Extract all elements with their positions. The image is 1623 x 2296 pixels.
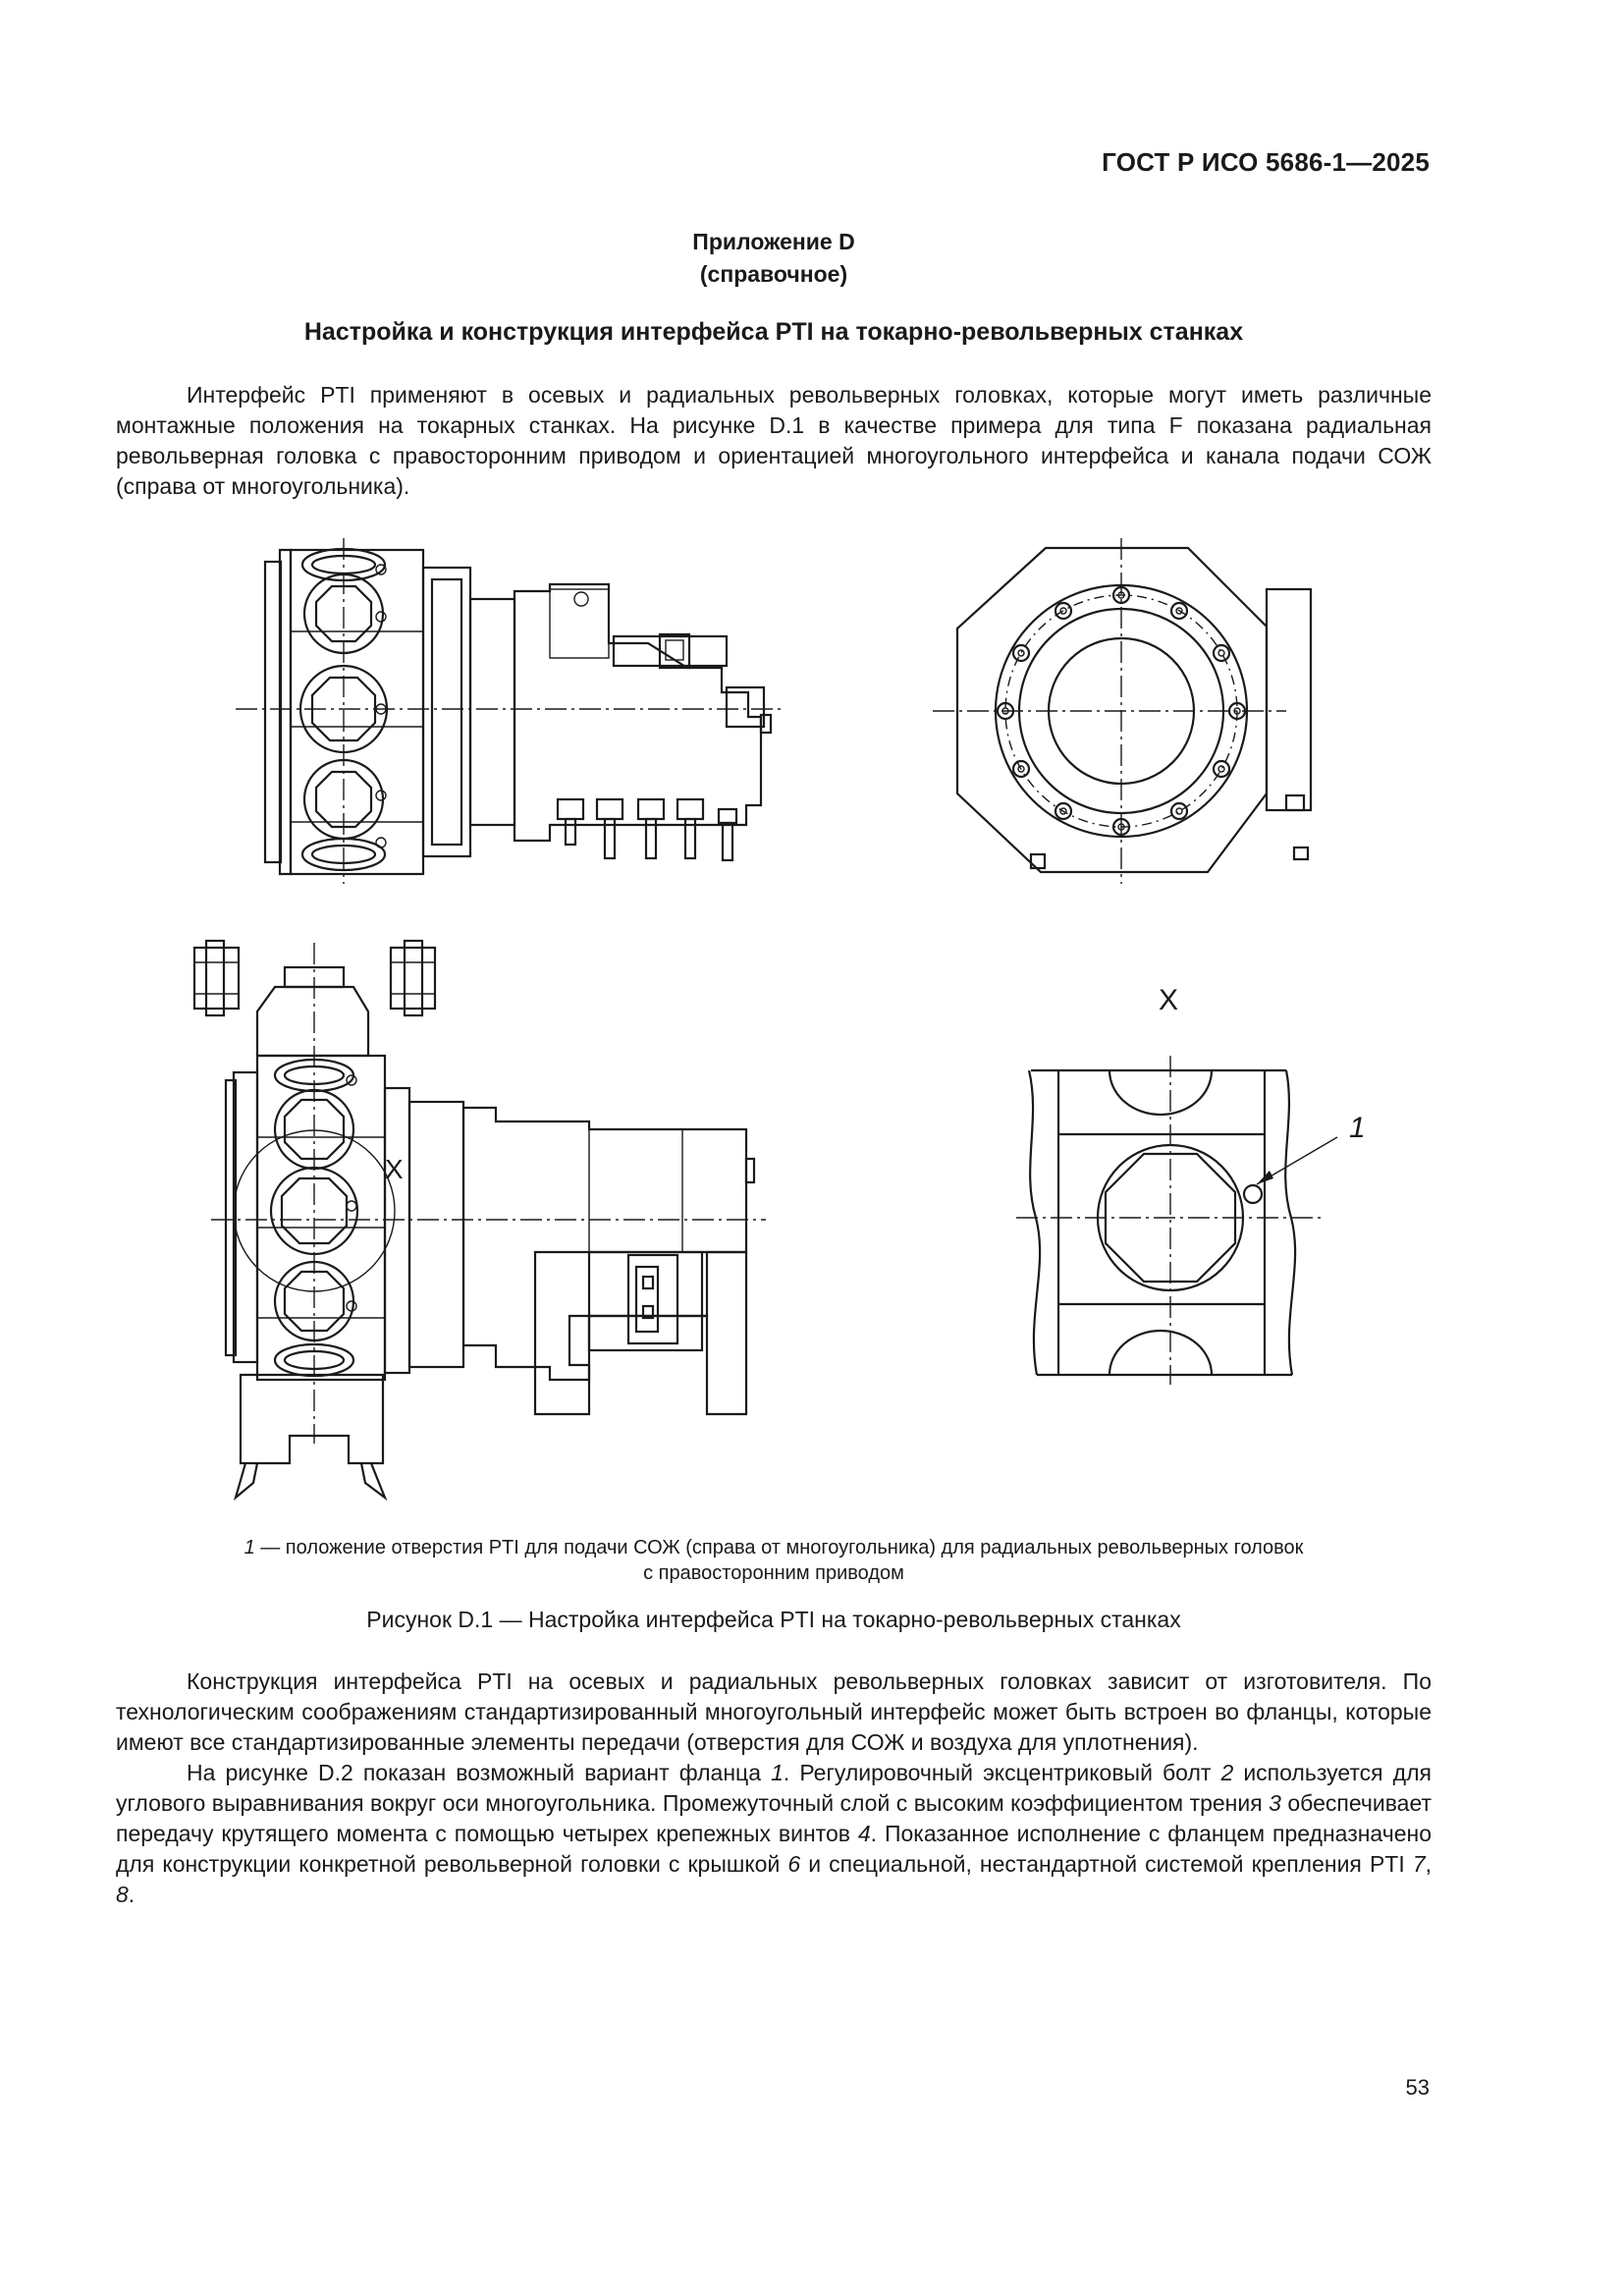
p2-text-e: . Показанное исполнение с фланцем предназначено для конструкции конкретной револьверной головки с крышкой	[116, 1821, 1432, 1877]
figure-legend	[116, 1535, 1432, 1586]
annex-status: (справочное)	[699, 261, 848, 287]
p2-text-g: ,	[1425, 1851, 1433, 1877]
legend-line-2: с правосторонним приводом	[643, 1562, 904, 1584]
p2-text-a: На рисунке D.2 показан возможный вариант фланца	[187, 1760, 772, 1785]
figure-caption: Рисунок D.1 — Настройка интерфейса PTI на токарно-револьверных станках	[366, 1607, 1181, 1632]
ref-6: 6	[787, 1851, 801, 1877]
turret-bolts	[558, 799, 736, 860]
turret-side-view-top	[236, 538, 785, 884]
document-header: ГОСТ Р ИСО 5686-1—2025	[1102, 147, 1430, 177]
ref-2: 2	[1220, 1760, 1234, 1785]
p2-text-h: .	[128, 1882, 135, 1907]
ref-1: 1	[771, 1760, 784, 1785]
annex-title: Настройка и конструкция интерфейса PTI на токарно-револьверных станках	[303, 318, 1244, 346]
tool-holder-right	[391, 941, 435, 1015]
detail-x-view	[1016, 984, 1366, 1385]
ref-3: 3	[1269, 1790, 1281, 1816]
body-paragraph-2	[116, 1758, 1432, 1910]
p2-text-d: обеспечивает передачу крутящего момента с помощью четырех крепежных винтов	[116, 1790, 1433, 1846]
detail-x-title: X	[1159, 984, 1179, 1016]
ref-7: 7	[1412, 1851, 1426, 1877]
body-paragraphs	[116, 1667, 1432, 1910]
turret-end-view	[933, 538, 1311, 884]
callout-1: 1	[1349, 1112, 1366, 1144]
detail-x-mark: X	[385, 1154, 404, 1184]
page-number: 53	[1405, 2075, 1430, 2100]
p2-text-c: используется для углового выравнивания вокруг оси многоугольника. Промежуточный слой с высоким коэффициентом трения	[116, 1760, 1432, 1816]
ref-4: 4	[857, 1821, 871, 1846]
ref-8: 8	[116, 1882, 129, 1907]
body-paragraph-1: Конструкция интерфейса PTI на осевых и радиальных револьверных головках зависит от изготовителя. По технологическим соображениям стандартизированный многоугольный интерфейс может быть встроен во фланцы, которые имеют все стандартизированные элементы передачи (отверстия для СОЖ и воздуха для уплотнения).	[116, 1668, 1432, 1755]
turret-side-view-bottom	[194, 941, 766, 1498]
legend-line-1	[116, 1535, 1432, 1560]
coolant-hole	[1244, 1185, 1262, 1203]
legend-number: 1	[243, 1537, 255, 1558]
legend-text: — положение отверстия PTI для подачи СОЖ (справа от многоугольника) для радиальных револьверных головок	[254, 1537, 1304, 1558]
annex-label: Приложение D	[692, 229, 855, 254]
intro-text: Интерфейс PTI применяют в осевых и радиальных револьверных головках, которые могут иметь различные монтажные положения на токарных станках. На рисунке D.1 в качестве примера для типа F показана радиальная револьверная головка с правосторонним приводом и ориентацией многоугольного интерфейса и канала подачи СОЖ (справа от многоугольника).	[116, 382, 1432, 499]
p2-text-b: . Регулировочный эксцентриковый болт	[783, 1760, 1221, 1785]
tool-holder-left	[194, 941, 239, 1015]
p2-text-f: и специальной, нестандартной системой крепления PTI	[800, 1851, 1413, 1877]
